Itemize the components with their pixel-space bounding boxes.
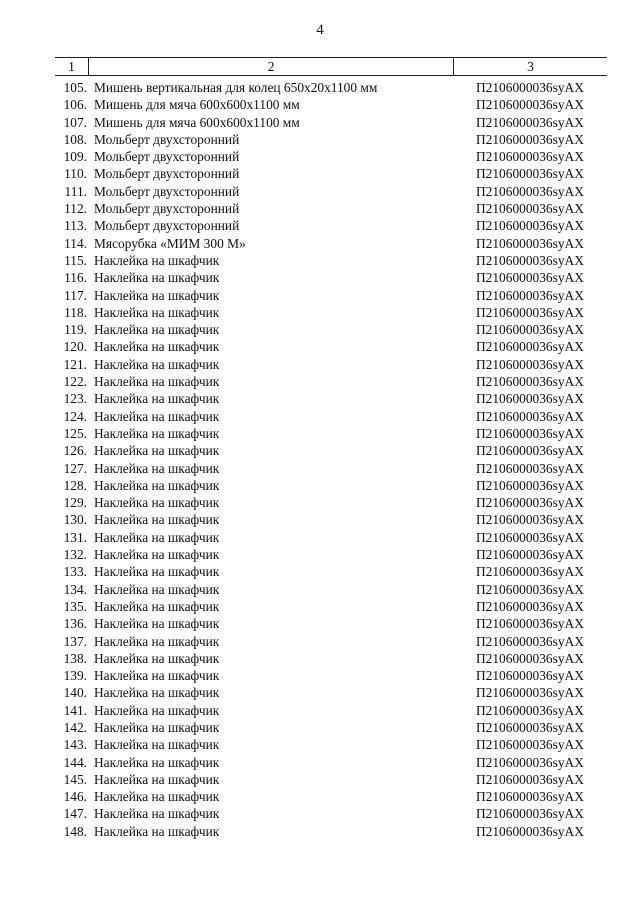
item-code: П2106000036syAX — [476, 823, 584, 839]
row-number: 139. — [63, 668, 87, 684]
row-number: 132. — [63, 547, 87, 563]
item-code: П2106000036syAX — [476, 270, 584, 286]
item-code: П2106000036syAX — [476, 806, 584, 822]
item-name: Наклейка на шкафчик — [94, 391, 220, 407]
table-row — [55, 615, 607, 632]
item-name: Наклейка на шкафчик — [94, 304, 220, 320]
item-name: Мясорубка «МИМ 300 М» — [94, 235, 246, 251]
row-number: 126. — [63, 443, 87, 459]
row-number: 125. — [63, 425, 87, 441]
row-number: 138. — [63, 650, 87, 666]
item-code: П2106000036syAX — [476, 581, 584, 597]
item-code: П2106000036syAX — [476, 322, 584, 338]
table-row — [55, 581, 607, 598]
table-row — [55, 529, 607, 546]
table-row — [55, 252, 607, 269]
item-name: Наклейка на шкафчик — [94, 668, 220, 684]
table-row — [55, 633, 607, 650]
item-code: П2106000036syAX — [476, 685, 584, 701]
table-row — [55, 356, 607, 373]
row-number: 146. — [63, 789, 87, 805]
table-row — [55, 684, 607, 701]
row-number: 122. — [63, 374, 87, 390]
item-code: П2106000036syAX — [476, 339, 584, 355]
row-number: 105. — [63, 80, 87, 95]
item-code: П2106000036syAX — [476, 633, 584, 649]
table-row — [55, 131, 607, 148]
row-number: 112. — [64, 201, 87, 217]
row-number: 136. — [63, 616, 87, 632]
item-name: Мольберт двухсторонний — [94, 166, 240, 182]
table-row — [55, 788, 607, 805]
table-row — [55, 754, 607, 771]
item-name: Мишень для мяча 600x600x1100 мм — [94, 114, 300, 130]
item-code: П2106000036syAX — [476, 374, 584, 390]
row-number: 141. — [63, 702, 87, 718]
item-name: Наклейка на шкафчик — [94, 374, 220, 390]
table-body — [55, 79, 607, 840]
item-name: Наклейка на шкафчик — [94, 789, 220, 805]
row-number: 115. — [64, 252, 87, 268]
item-name: Наклейка на шкафчик — [94, 270, 220, 286]
item-code: П2106000036syAX — [476, 252, 584, 268]
item-code: П2106000036syAX — [476, 443, 584, 459]
item-name: Наклейка на шкафчик — [94, 252, 220, 268]
item-code: П2106000036syAX — [476, 391, 584, 407]
item-code: П2106000036syAX — [476, 425, 584, 441]
item-name: Наклейка на шкафчик — [94, 650, 220, 666]
table-row — [55, 702, 607, 719]
item-name: Наклейка на шкафчик — [94, 616, 220, 632]
table-row — [55, 96, 607, 113]
item-name: Мишень для мяча 600x600x1100 мм — [94, 97, 300, 113]
item-name: Наклейка на шкафчик — [94, 771, 220, 787]
item-name: Наклейка на шкафчик — [94, 408, 220, 424]
row-number: 116. — [64, 270, 87, 286]
item-name: Наклейка на шкафчик — [94, 685, 220, 701]
item-name: Мишень вертикальная для колец 650x20x1100 мм — [94, 80, 378, 95]
item-name: Наклейка на шкафчик — [94, 495, 220, 511]
row-number: 111. — [64, 183, 87, 199]
item-code: П2106000036syAX — [476, 149, 584, 165]
row-number: 131. — [63, 529, 87, 545]
table-row — [55, 148, 607, 165]
item-name: Наклейка на шкафчик — [94, 443, 220, 459]
item-code: П2106000036syAX — [476, 304, 584, 320]
item-code: П2106000036syAX — [476, 564, 584, 580]
row-number: 144. — [63, 754, 87, 770]
row-number: 110. — [64, 166, 87, 182]
item-name: Наклейка на шкафчик — [94, 581, 220, 597]
item-name: Наклейка на шкафчик — [94, 754, 220, 770]
row-number: 106. — [63, 97, 87, 113]
row-number: 118. — [64, 304, 87, 320]
item-code: П2106000036syAX — [476, 166, 584, 182]
row-number: 129. — [63, 495, 87, 511]
row-number: 119. — [64, 322, 87, 338]
item-name: Наклейка на шкафчик — [94, 529, 220, 545]
table-row — [55, 494, 607, 511]
item-name: Мольберт двухсторонний — [94, 149, 240, 165]
table-row — [55, 823, 607, 840]
table-row — [55, 321, 607, 338]
table-row — [55, 736, 607, 753]
item-name: Наклейка на шкафчик — [94, 425, 220, 441]
row-number: 143. — [63, 737, 87, 753]
inventory-table — [55, 57, 607, 840]
table-row — [55, 390, 607, 407]
table-row — [55, 338, 607, 355]
item-code: П2106000036syAX — [476, 754, 584, 770]
row-number: 114. — [64, 235, 87, 251]
table-row — [55, 719, 607, 736]
header-col-2: 2 — [89, 58, 454, 75]
item-name: Наклейка на шкафчик — [94, 477, 220, 493]
item-code: П2106000036syAX — [476, 183, 584, 199]
table-row — [55, 373, 607, 390]
row-number: 142. — [63, 719, 87, 735]
item-code: П2106000036syAX — [476, 218, 584, 234]
row-number: 148. — [63, 823, 87, 839]
row-number: 121. — [63, 356, 87, 372]
item-code: П2106000036syAX — [476, 495, 584, 511]
item-name: Наклейка на шкафчик — [94, 460, 220, 476]
table-row — [55, 304, 607, 321]
table-row — [55, 183, 607, 200]
table-row — [55, 425, 607, 442]
item-code: П2106000036syAX — [476, 547, 584, 563]
table-row — [55, 287, 607, 304]
row-number: 113. — [64, 218, 87, 234]
row-number: 124. — [63, 408, 87, 424]
row-number: 130. — [63, 512, 87, 528]
table-header — [55, 57, 607, 76]
item-name: Наклейка на шкафчик — [94, 633, 220, 649]
row-number: 137. — [63, 633, 87, 649]
item-code: П2106000036syAX — [476, 650, 584, 666]
item-code: П2106000036syAX — [476, 131, 584, 147]
item-code: П2106000036syAX — [476, 287, 584, 303]
table-row — [55, 650, 607, 667]
item-name: Наклейка на шкафчик — [94, 702, 220, 718]
item-code: П2106000036syAX — [476, 719, 584, 735]
row-number: 123. — [63, 391, 87, 407]
item-name: Наклейка на шкафчик — [94, 322, 220, 338]
item-code: П2106000036syAX — [476, 356, 584, 372]
item-code: П2106000036syAX — [476, 512, 584, 528]
row-number: 109. — [63, 149, 87, 165]
row-number: 107. — [63, 114, 87, 130]
table-row — [55, 460, 607, 477]
row-number: 128. — [63, 477, 87, 493]
row-number: 133. — [63, 564, 87, 580]
item-name: Наклейка на шкафчик — [94, 547, 220, 563]
table-row — [55, 477, 607, 494]
item-name: Наклейка на шкафчик — [94, 823, 220, 839]
item-name: Наклейка на шкафчик — [94, 806, 220, 822]
row-number: 147. — [63, 806, 87, 822]
item-code: П2106000036syAX — [476, 477, 584, 493]
row-number: 120. — [63, 339, 87, 355]
item-code: П2106000036syAX — [476, 702, 584, 718]
item-code: П2106000036syAX — [476, 789, 584, 805]
item-code: П2106000036syAX — [476, 235, 584, 251]
item-name: Наклейка на шкафчик — [94, 564, 220, 580]
row-number: 108. — [63, 131, 87, 147]
header-col-3: 3 — [527, 59, 534, 74]
item-name: Наклейка на шкафчик — [94, 719, 220, 735]
item-name: Наклейка на шкафчик — [94, 737, 220, 753]
table-row — [55, 269, 607, 286]
item-code: П2106000036syAX — [476, 771, 584, 787]
table-row — [55, 511, 607, 528]
row-number: 135. — [63, 598, 87, 614]
item-name: Наклейка на шкафчик — [94, 598, 220, 614]
item-name: Наклейка на шкафчик — [94, 287, 220, 303]
item-name: Наклейка на шкафчик — [94, 512, 220, 528]
item-name: Наклейка на шкафчик — [94, 356, 220, 372]
table-row — [55, 114, 607, 131]
item-name: Мольберт двухсторонний — [94, 201, 240, 217]
table-row — [55, 442, 607, 459]
table-row — [55, 771, 607, 788]
table-row — [55, 235, 607, 252]
page-number: 4 — [316, 22, 324, 38]
item-code: П2106000036syAX — [476, 529, 584, 545]
table-row — [55, 667, 607, 684]
table-row — [55, 217, 607, 234]
item-code: П2106000036syAX — [476, 97, 584, 113]
row-number: 117. — [64, 287, 87, 303]
item-code: П2106000036syAX — [476, 460, 584, 476]
item-code: П2106000036syAX — [476, 598, 584, 614]
item-name: Наклейка на шкафчик — [94, 339, 220, 355]
row-number: 134. — [63, 581, 87, 597]
item-code: П2106000036syAX — [476, 737, 584, 753]
table-row — [55, 79, 607, 96]
row-number: 127. — [63, 460, 87, 476]
header-col-1: 1 — [55, 58, 89, 75]
item-code: П2106000036syAX — [476, 114, 584, 130]
table-row — [55, 598, 607, 615]
table-row — [55, 546, 607, 563]
item-code: П2106000036syAX — [476, 408, 584, 424]
row-number: 145. — [63, 771, 87, 787]
table-row — [55, 408, 607, 425]
item-name: Мольберт двухсторонний — [94, 218, 240, 234]
table-row — [55, 805, 607, 822]
item-code: П2106000036syAX — [476, 616, 584, 632]
table-row — [55, 165, 607, 182]
table-row — [55, 200, 607, 217]
row-number: 140. — [63, 685, 87, 701]
item-code: П2106000036syAX — [476, 668, 584, 684]
item-code: П2106000036syAX — [476, 201, 584, 217]
item-name: Мольберт двухсторонний — [94, 131, 240, 147]
item-name: Мольберт двухсторонний — [94, 183, 240, 199]
table-row — [55, 563, 607, 580]
item-code: П2106000036syAX — [476, 80, 584, 95]
